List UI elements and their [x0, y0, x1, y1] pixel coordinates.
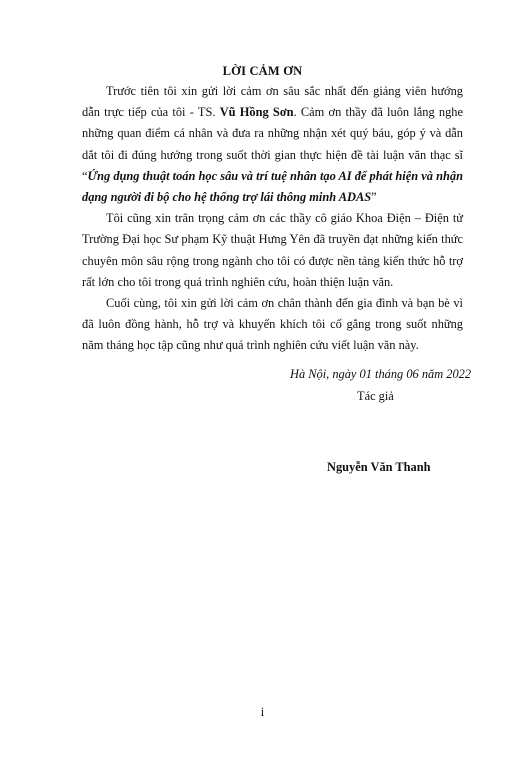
date-line: Hà Nội, ngày 01 tháng 06 năm 2022 [290, 367, 472, 381]
page-number: i [260, 705, 265, 719]
page-title: LỜI CẢM ƠN [222, 64, 303, 78]
paragraph1-text-after-name: . Cảm ơn thầy đã luôn lắng nghe những quan điểm cá nhân và đưa ra những nhận xét quý báu, góp ý và dẫn dắt tôi đi đúng hướng trong suốt thời gian thực hiện đề tài luận văn thạc sĩ “ [82, 105, 463, 183]
thesis-title: Ứng dụng thuật toán học sâu và trí tuệ nhân tạo AI để phát hiện và nhận dạng người đi bộ cho hệ thống trợ lái thông minh ADAS [82, 168, 463, 205]
supervisor-name: Vũ Hồng Sơn [219, 105, 294, 120]
closing-quote: ” [371, 190, 377, 205]
acknowledgement-body [82, 81, 463, 357]
paragraph1-text-before-name: Trước tiên tôi xin gửi lời cảm ơn sâu sắc nhất đến giảng viên hướng dẫn trực tiếp của tôi - TS. [82, 84, 463, 120]
paragraph-faculty: Tôi cũng xin trân trọng cảm ơn các thầy cô giáo Khoa Điện – Điện tử Trường Đại học Sư phạm Kỹ thuật Hưng Yên đã truyền đạt những kiến thức chuyên môn sâu rộng trong ngành cho tôi có được nền tảng kiến thức hỗ trợ rất lớn cho tôi trong quá trình nghiên cứu, hoàn thiện luận văn. [82, 211, 463, 289]
author-role: Tác giả [357, 389, 394, 403]
paragraph-supervisor [82, 81, 463, 208]
paragraph-family: Cuối cùng, tôi xin gửi lời cảm ơn chân thành đến gia đình và bạn bè vì đã luôn đồng hành, hỗ trợ và khuyến khích tôi cố gắng trong suốt những năm tháng học tập cũng như quá trình nghiên cứu viết luận văn này. [82, 296, 463, 353]
author-name: Nguyễn Văn Thanh [327, 460, 431, 474]
